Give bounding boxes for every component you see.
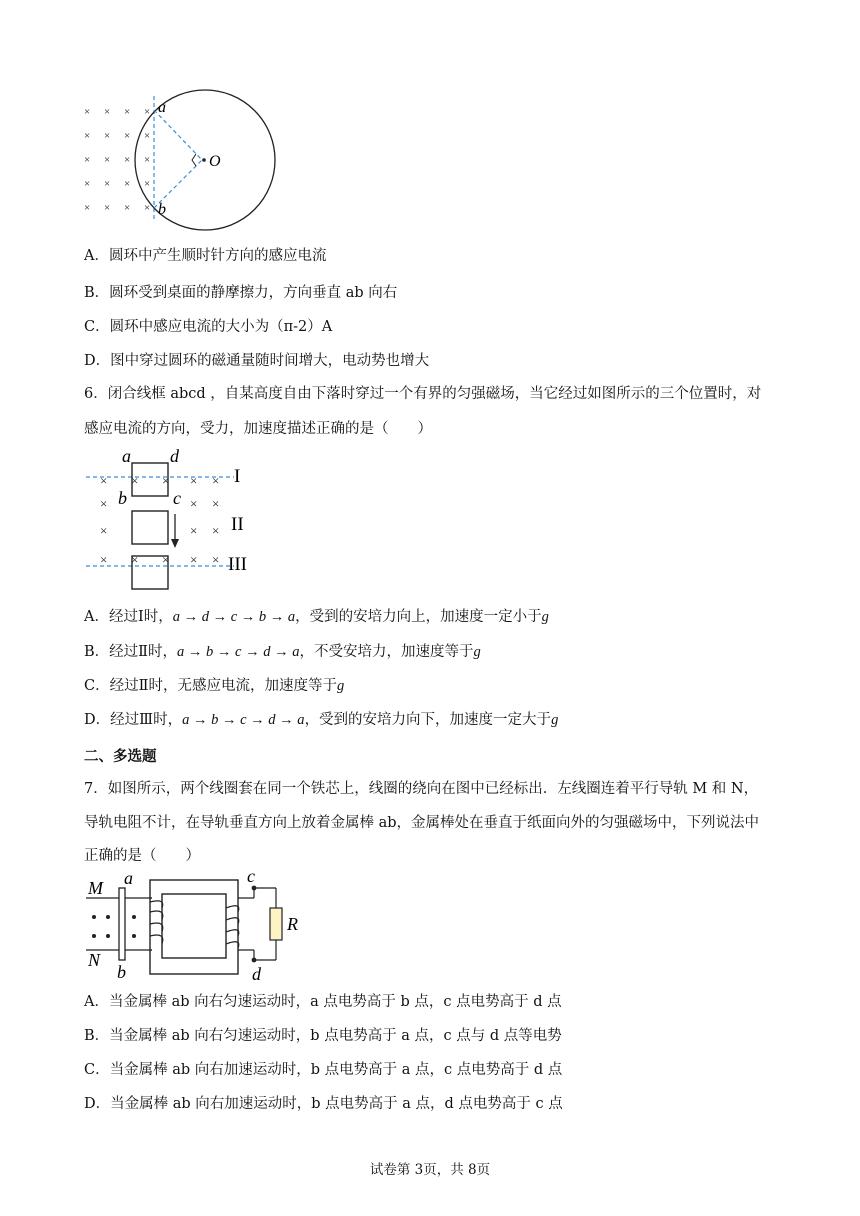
label-c: c xyxy=(173,488,181,508)
label-a: a xyxy=(124,868,133,888)
right-coil xyxy=(226,898,254,950)
radius-a xyxy=(154,110,202,160)
q7-stem-line2: 导轨电阻不计，在导轨垂直方向上放着金属棒 ab，金属棒处在垂直于纸面向外的匀强磁场中，下列说法中 xyxy=(84,815,760,831)
metal-bar-ab xyxy=(119,888,125,960)
svg-text:×: × xyxy=(84,130,91,142)
q7-option-a: A．当金属棒 ab 向右匀速运动时，a 点电势高于 b 点，c 点电势高于 d 点 xyxy=(84,994,562,1010)
terminal-d xyxy=(252,958,257,963)
svg-text:×: × xyxy=(190,523,198,538)
svg-text:×: × xyxy=(124,130,131,142)
velocity-arrowhead xyxy=(171,539,179,548)
q5-figure xyxy=(80,96,280,226)
label-II: II xyxy=(231,514,244,535)
label-d: d xyxy=(170,446,179,466)
svg-text:×: × xyxy=(144,154,151,166)
svg-text:×: × xyxy=(212,496,220,511)
svg-text:×: × xyxy=(100,523,108,538)
q7-stem-line1: 7．如图所示，两个线圈套在同一个铁芯上，线圈的绕向在图中已经标出．左线圈连着平行导轨 M 和 N， xyxy=(84,781,759,797)
svg-text:×: × xyxy=(124,178,131,190)
terminal-c xyxy=(252,886,257,891)
right-angle-mark xyxy=(192,154,196,166)
svg-text:×: × xyxy=(144,178,151,190)
svg-text:×: × xyxy=(100,496,108,511)
svg-text:×: × xyxy=(131,552,139,567)
svg-text:×: × xyxy=(84,178,91,190)
center-dot xyxy=(202,158,206,162)
svg-text:×: × xyxy=(104,106,111,118)
svg-text:×: × xyxy=(84,202,91,214)
svg-text:×: × xyxy=(100,552,108,567)
svg-text:×: × xyxy=(104,202,111,214)
q5-option-b: B．圆环受到桌面的静摩擦力，方向垂直 ab 向右 xyxy=(84,285,398,301)
q5-option-d: D．图中穿过圆环的磁通量随时间增大，电动势也增大 xyxy=(84,353,430,369)
svg-text:×: × xyxy=(212,473,220,488)
left-coil xyxy=(150,898,163,950)
svg-text:×: × xyxy=(212,552,220,567)
svg-text:×: × xyxy=(190,496,198,511)
q5-option-a: A．圆环中产生顺时针方向的感应电流 xyxy=(84,248,327,264)
svg-text:×: × xyxy=(84,106,91,118)
iron-core-inner xyxy=(162,894,226,958)
label-III: III xyxy=(228,554,247,575)
q6-stem-line2: 感应电流的方向，受力，加速度描述正确的是（ ） xyxy=(84,421,432,437)
svg-text:×: × xyxy=(124,154,131,166)
svg-text:×: × xyxy=(104,130,111,142)
section-multiple-choice: 二、多选题 xyxy=(84,748,157,765)
q7-option-d: D．当金属棒 ab 向右加速运动时，b 点电势高于 a 点，d 点电势高于 c 点 xyxy=(84,1096,563,1112)
label-I: I xyxy=(234,466,241,487)
label-a: a xyxy=(158,99,166,116)
svg-text:×: × xyxy=(124,202,131,214)
q7-figure xyxy=(84,868,314,983)
svg-text:×: × xyxy=(212,523,220,538)
svg-text:×: × xyxy=(100,473,108,488)
svg-text:×: × xyxy=(162,473,170,488)
q7-option-b: B．当金属棒 ab 向右匀速运动时，b 点电势高于 a 点，c 点与 d 点等电势 xyxy=(84,1028,562,1044)
field-dots xyxy=(92,915,136,938)
label-a: a xyxy=(122,446,131,466)
label-M: M xyxy=(88,878,103,898)
svg-text:×: × xyxy=(144,106,151,118)
label-c: c xyxy=(247,866,255,886)
label-b: b xyxy=(158,201,166,218)
resistor-R xyxy=(270,908,282,940)
q6-figure xyxy=(84,446,264,596)
svg-text:×: × xyxy=(144,130,151,142)
label-b: b xyxy=(118,488,127,508)
q6-option-a: A．经过Ⅰ时，a → d → c → b → a，受到的安培力向上，加速度一定小于g xyxy=(84,609,549,625)
label-N: N xyxy=(88,950,101,970)
label-O: O xyxy=(209,153,221,170)
label-b: b xyxy=(117,962,126,982)
field-crosses xyxy=(84,106,150,214)
svg-text:×: × xyxy=(190,473,198,488)
q6-option-b: B．经过Ⅱ时，a → b → c → d → a，不受安培力，加速度等于g xyxy=(84,644,481,660)
frame-position-2 xyxy=(132,511,168,544)
q5-option-c: C．圆环中感应电流的大小为（π-2）A xyxy=(84,319,333,335)
svg-text:×: × xyxy=(144,202,151,214)
svg-text:×: × xyxy=(131,473,139,488)
q6-option-d: D．经过Ⅲ时，a → b → c → d → a，受到的安培力向下，加速度一定大于g xyxy=(84,712,559,728)
q6-stem-line1: 6．闭合线框 abcd ，自某高度自由下落时穿过一个有界的匀强磁场，当它经过如图所示的三个位置时，对 xyxy=(84,386,762,402)
label-R: R xyxy=(287,914,298,934)
svg-text:×: × xyxy=(124,106,131,118)
page-footer: 试卷第 3页，共 8页 xyxy=(369,1162,491,1178)
q7-stem-line3: 正确的是（ ） xyxy=(84,848,200,864)
svg-text:×: × xyxy=(84,154,91,166)
label-d: d xyxy=(252,964,261,984)
q6-option-c: C．经过Ⅱ时，无感应电流，加速度等于g xyxy=(84,678,345,694)
svg-text:×: × xyxy=(104,178,111,190)
svg-text:×: × xyxy=(162,552,170,567)
svg-text:×: × xyxy=(190,552,198,567)
svg-text:×: × xyxy=(104,154,111,166)
q7-option-c: C．当金属棒 ab 向右加速运动时，b 点电势高于 a 点，c 点电势高于 d 点 xyxy=(84,1062,563,1078)
